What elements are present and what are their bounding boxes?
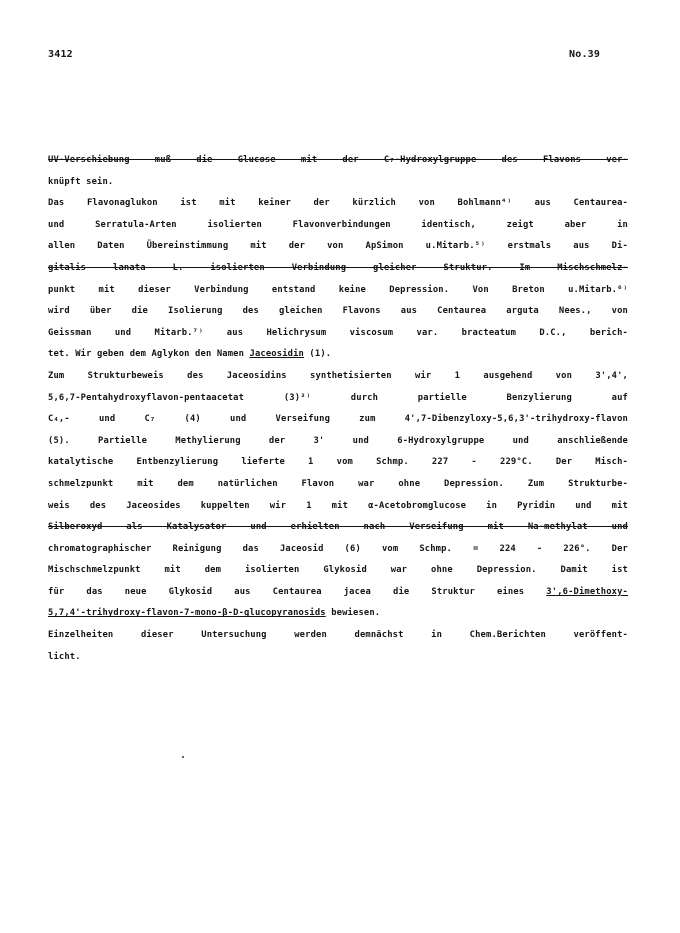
text-line: UV-Verschiebung muß die Glucose mit der C₇-Hydroxylgruppe des Flavons ver- [48, 155, 628, 165]
text-line: punkt mit dieser Verbindung entstand keine Depression. Von Breton u.Mitarb.⁶⁾ [48, 284, 628, 295]
text-line: Einzelheiten dieser Untersuchung werden demnächst in Chem.Berichten veröffent- [48, 630, 628, 641]
text-line: katalytische Entbenzylierung lieferte 1 vom Schmp. 227 - 229°C. Der Misch- [48, 457, 628, 468]
text-line: knüpft sein. [48, 176, 114, 187]
text-line: und Serratula-Arten isolierten Flavonverbindungen identisch, zeigt aber in [48, 219, 628, 230]
body-text [48, 150, 628, 668]
text-line: tet. Wir geben dem Aglykon den Namen Jaceosidin (1). [48, 349, 332, 360]
text-line: weis des Jaceosides kuppelten wir 1 mit α-Acetobromglucose in Pyridin und mit [48, 500, 628, 511]
text-line: chromatographischer Reinigung das Jaceosid (6) vom Schmp. = 224 - 226°. Der [48, 543, 628, 554]
underlined-term: 3',6-Dimethoxy- [546, 586, 628, 597]
scan-speck [182, 756, 184, 758]
text-line: Mischschmelzpunkt mit dem isolierten Glykosid war ohne Depression. Damit ist [48, 565, 628, 576]
text-line: allen Daten Übereinstimmung mit der von ApSimon u.Mitarb.⁵⁾ erstmals aus Di- [48, 241, 628, 252]
text-line: Geissman und Mitarb.⁷⁾ aus Helichrysum viscosum var. bracteatum D.C., berich- [48, 327, 628, 338]
text-line: Zum Strukturbeweis des Jaceosidins synthetisierten wir 1 ausgehend von 3',4', [48, 370, 628, 381]
underlined-term: Jaceosidin [249, 349, 304, 360]
text-line: 5,7,4'-trihydroxy-flavon-7-mono-β-D-glucopyranosids bewiesen. [48, 608, 381, 619]
text-line: für das neue Glykosid aus Centaurea jacea die Struktur eines 3',6-Dimethoxy- [48, 586, 628, 597]
text-line: gitalis lanata L. isolierten Verbindung gleicher Struktur. Im Mischschmelz- [48, 262, 628, 273]
page-number: 3412 [48, 49, 73, 60]
underlined-term: 5,7,4'-trihydroxy-flavon-7-mono-β-D-glucopyranosids [48, 608, 326, 619]
text-line: 5,6,7-Pentahydroxyflavon-pentaacetat (3)³⁾ durch partielle Benzylierung auf [48, 392, 628, 403]
text-line: licht. [48, 651, 81, 662]
text-line: Silberoxyd als Katalysator und erhielten nach Verseifung mit Na-methylat und [48, 522, 628, 533]
text-line: wird über die Isolierung des gleichen Flavons aus Centaurea arguta Nees., von [48, 306, 628, 317]
text-line: (5). Partielle Methylierung der 3' und 6-Hydroxylgruppe und anschließende [48, 435, 628, 446]
text-line: C₄,- und C₇ (4) und Verseifung zum 4',7-Dibenzyloxy-5,6,3'-trihydroxy-flavon [48, 414, 628, 425]
text-line: Das Flavonaglukon ist mit keiner der kürzlich von Bohlmann⁴⁾ aus Centaurea- [48, 198, 628, 209]
journal-number: No.39 [569, 49, 601, 60]
text-line: schmelzpunkt mit dem natürlichen Flavon war ohne Depression. Zum Strukturbe- [48, 478, 628, 489]
